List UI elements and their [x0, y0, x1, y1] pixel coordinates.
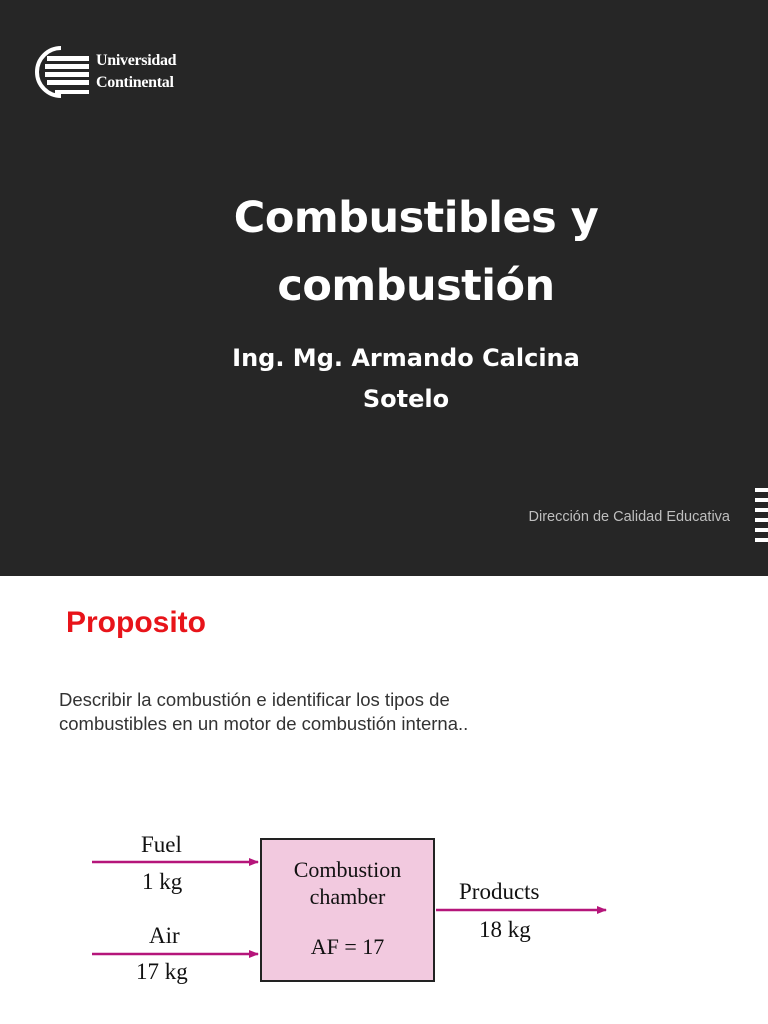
title-line-1: Combustibles y — [233, 193, 599, 243]
logo-line-2: Continental — [96, 74, 174, 91]
description-line-1: Describir la combustión e identificar los tipos de — [59, 689, 450, 710]
fuel-label: Fuel — [141, 832, 182, 857]
products-label: Products — [459, 879, 540, 904]
air-label: Air — [149, 923, 180, 948]
purpose-description — [59, 688, 619, 736]
purpose-slide — [0, 576, 768, 1024]
logo-wordmark — [96, 50, 176, 94]
combustion-diagram — [0, 796, 768, 1024]
title-line-2: combustión — [277, 261, 555, 311]
fuel-mass: 1 kg — [142, 869, 183, 894]
chamber-label — [262, 856, 433, 910]
air-fuel-ratio: AF = 17 — [310, 934, 385, 959]
university-logo — [33, 44, 183, 100]
author-name — [180, 338, 632, 420]
footer-department: Dirección de Calidad Educativa — [528, 509, 730, 525]
logo-line-1: Universidad — [96, 52, 177, 69]
air-mass: 17 kg — [136, 959, 188, 984]
description-line-2: combustibles en un motor de combustión interna.. — [59, 713, 469, 734]
combustion-chamber-box — [260, 838, 435, 982]
author-line-1: Ing. Mg. Armando Calcina — [232, 344, 580, 372]
decorative-stripes-icon — [755, 488, 768, 544]
chamber-line-2: chamber — [309, 884, 386, 909]
university-logo-icon — [33, 44, 91, 100]
slide-heading: Proposito — [66, 606, 206, 639]
products-mass: 18 kg — [479, 917, 531, 942]
chamber-line-1: Combustion — [293, 857, 402, 882]
slide-title — [140, 184, 692, 320]
author-line-2: Sotelo — [362, 385, 450, 413]
